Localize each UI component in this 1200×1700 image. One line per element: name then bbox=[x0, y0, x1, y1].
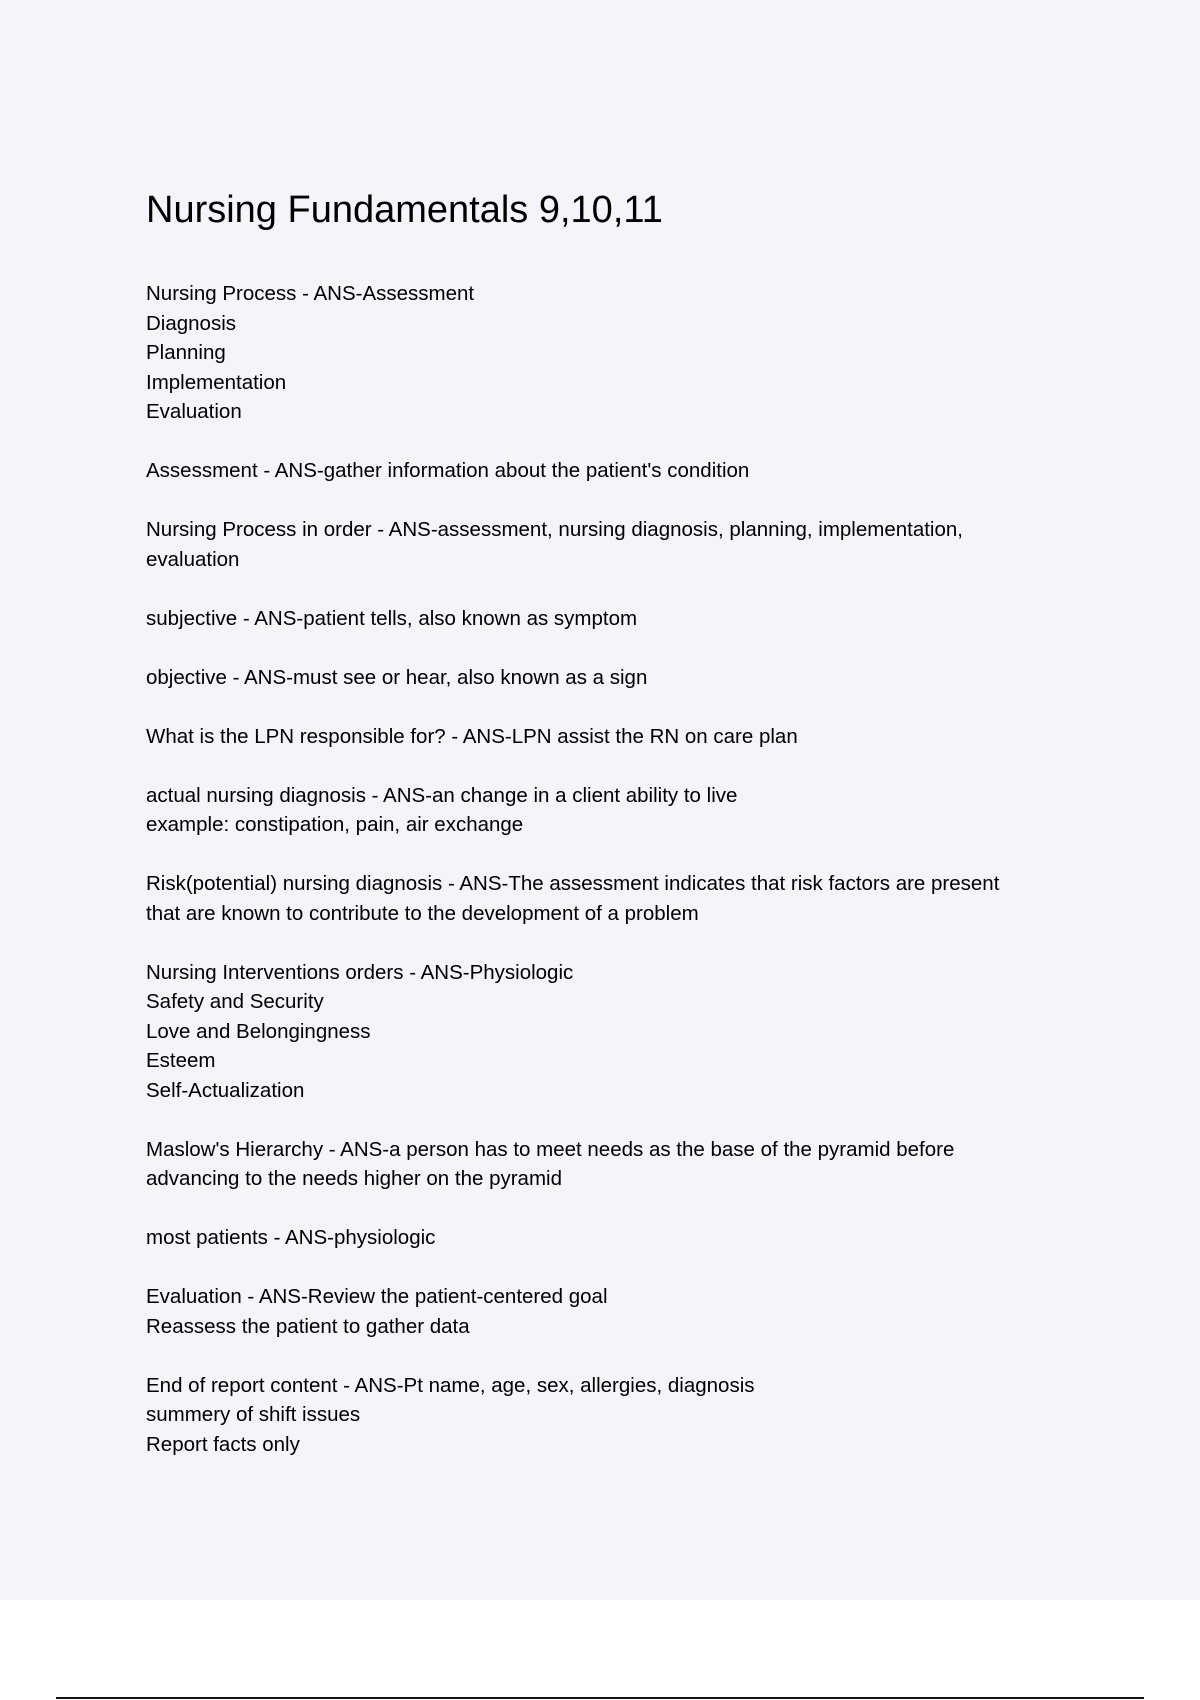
flashcard-entry bbox=[146, 1371, 1086, 1460]
entry-line: Diagnosis bbox=[146, 311, 237, 335]
entry-line: What is the LPN responsible for? - ANS-LPN assist the RN on care plan bbox=[146, 724, 798, 748]
flashcard-entry bbox=[146, 958, 1086, 1106]
entry-line: Maslow's Hierarchy - ANS-a person has to meet needs as the base of the pyramid before bbox=[146, 1137, 955, 1161]
flashcard-entry bbox=[146, 604, 1086, 634]
entry-line: summery of shift issues bbox=[146, 1403, 361, 1426]
entry-line: Risk(potential) nursing diagnosis - ANS-The assessment indicates that risk factors are present bbox=[146, 872, 1000, 895]
flashcard-entry bbox=[146, 515, 1086, 574]
entry-line: Nursing Interventions orders - ANS-Physiologic bbox=[146, 960, 574, 984]
entry-line: Reassess the patient to gather data bbox=[146, 1314, 470, 1338]
entry-line: Report facts only bbox=[146, 1432, 300, 1456]
flashcard-entry bbox=[146, 1223, 1086, 1253]
flashcard-list bbox=[146, 279, 1086, 1489]
entry-line: Evaluation bbox=[146, 400, 242, 423]
flashcard-entry bbox=[146, 722, 1086, 752]
flashcard-entry bbox=[146, 1282, 1086, 1341]
entry-line: Nursing Process in order - ANS-assessment, nursing diagnosis, planning, implementation, bbox=[146, 518, 963, 541]
entry-line: End of report content - ANS-Pt name, age, sex, allergies, diagnosis bbox=[146, 1373, 755, 1397]
entry-line: example: constipation, pain, air exchange bbox=[146, 813, 524, 836]
flashcard-entry bbox=[146, 781, 1086, 840]
entry-line: Self-Actualization bbox=[146, 1078, 305, 1102]
flashcard-entry bbox=[146, 869, 1086, 928]
flashcard-entry bbox=[146, 456, 1086, 486]
document-title: Nursing Fundamentals 9,10,11 bbox=[146, 189, 663, 231]
entry-line: Nursing Process - ANS-Assessment bbox=[146, 282, 475, 305]
entry-line: Assessment - ANS-gather information about the patient's condition bbox=[146, 459, 750, 482]
entry-line: Evaluation - ANS-Review the patient-centered goal bbox=[146, 1285, 608, 1308]
flashcard-entry bbox=[146, 279, 1086, 427]
entry-line: subjective - ANS-patient tells, also known as symptom bbox=[146, 606, 638, 630]
entry-line: most patients - ANS-physiologic bbox=[146, 1226, 436, 1249]
flashcard-entry bbox=[146, 663, 1086, 693]
flashcard-entry bbox=[146, 1135, 1086, 1194]
entry-line: objective - ANS-must see or hear, also known as a sign bbox=[146, 665, 648, 689]
footer-divider bbox=[56, 1697, 1144, 1699]
entry-line: evaluation bbox=[146, 547, 240, 571]
entry-line: actual nursing diagnosis - ANS-an change in a client ability to live bbox=[146, 783, 738, 807]
entry-line: Safety and Security bbox=[146, 990, 324, 1013]
entry-line: Implementation bbox=[146, 370, 287, 394]
entry-line: that are known to contribute to the development of a problem bbox=[146, 901, 699, 925]
entry-line: advancing to the needs higher on the pyramid bbox=[146, 1167, 562, 1190]
entry-line: Love and Belongingness bbox=[146, 1019, 371, 1043]
entry-line: Esteem bbox=[146, 1049, 216, 1072]
entry-line: Planning bbox=[146, 341, 226, 364]
